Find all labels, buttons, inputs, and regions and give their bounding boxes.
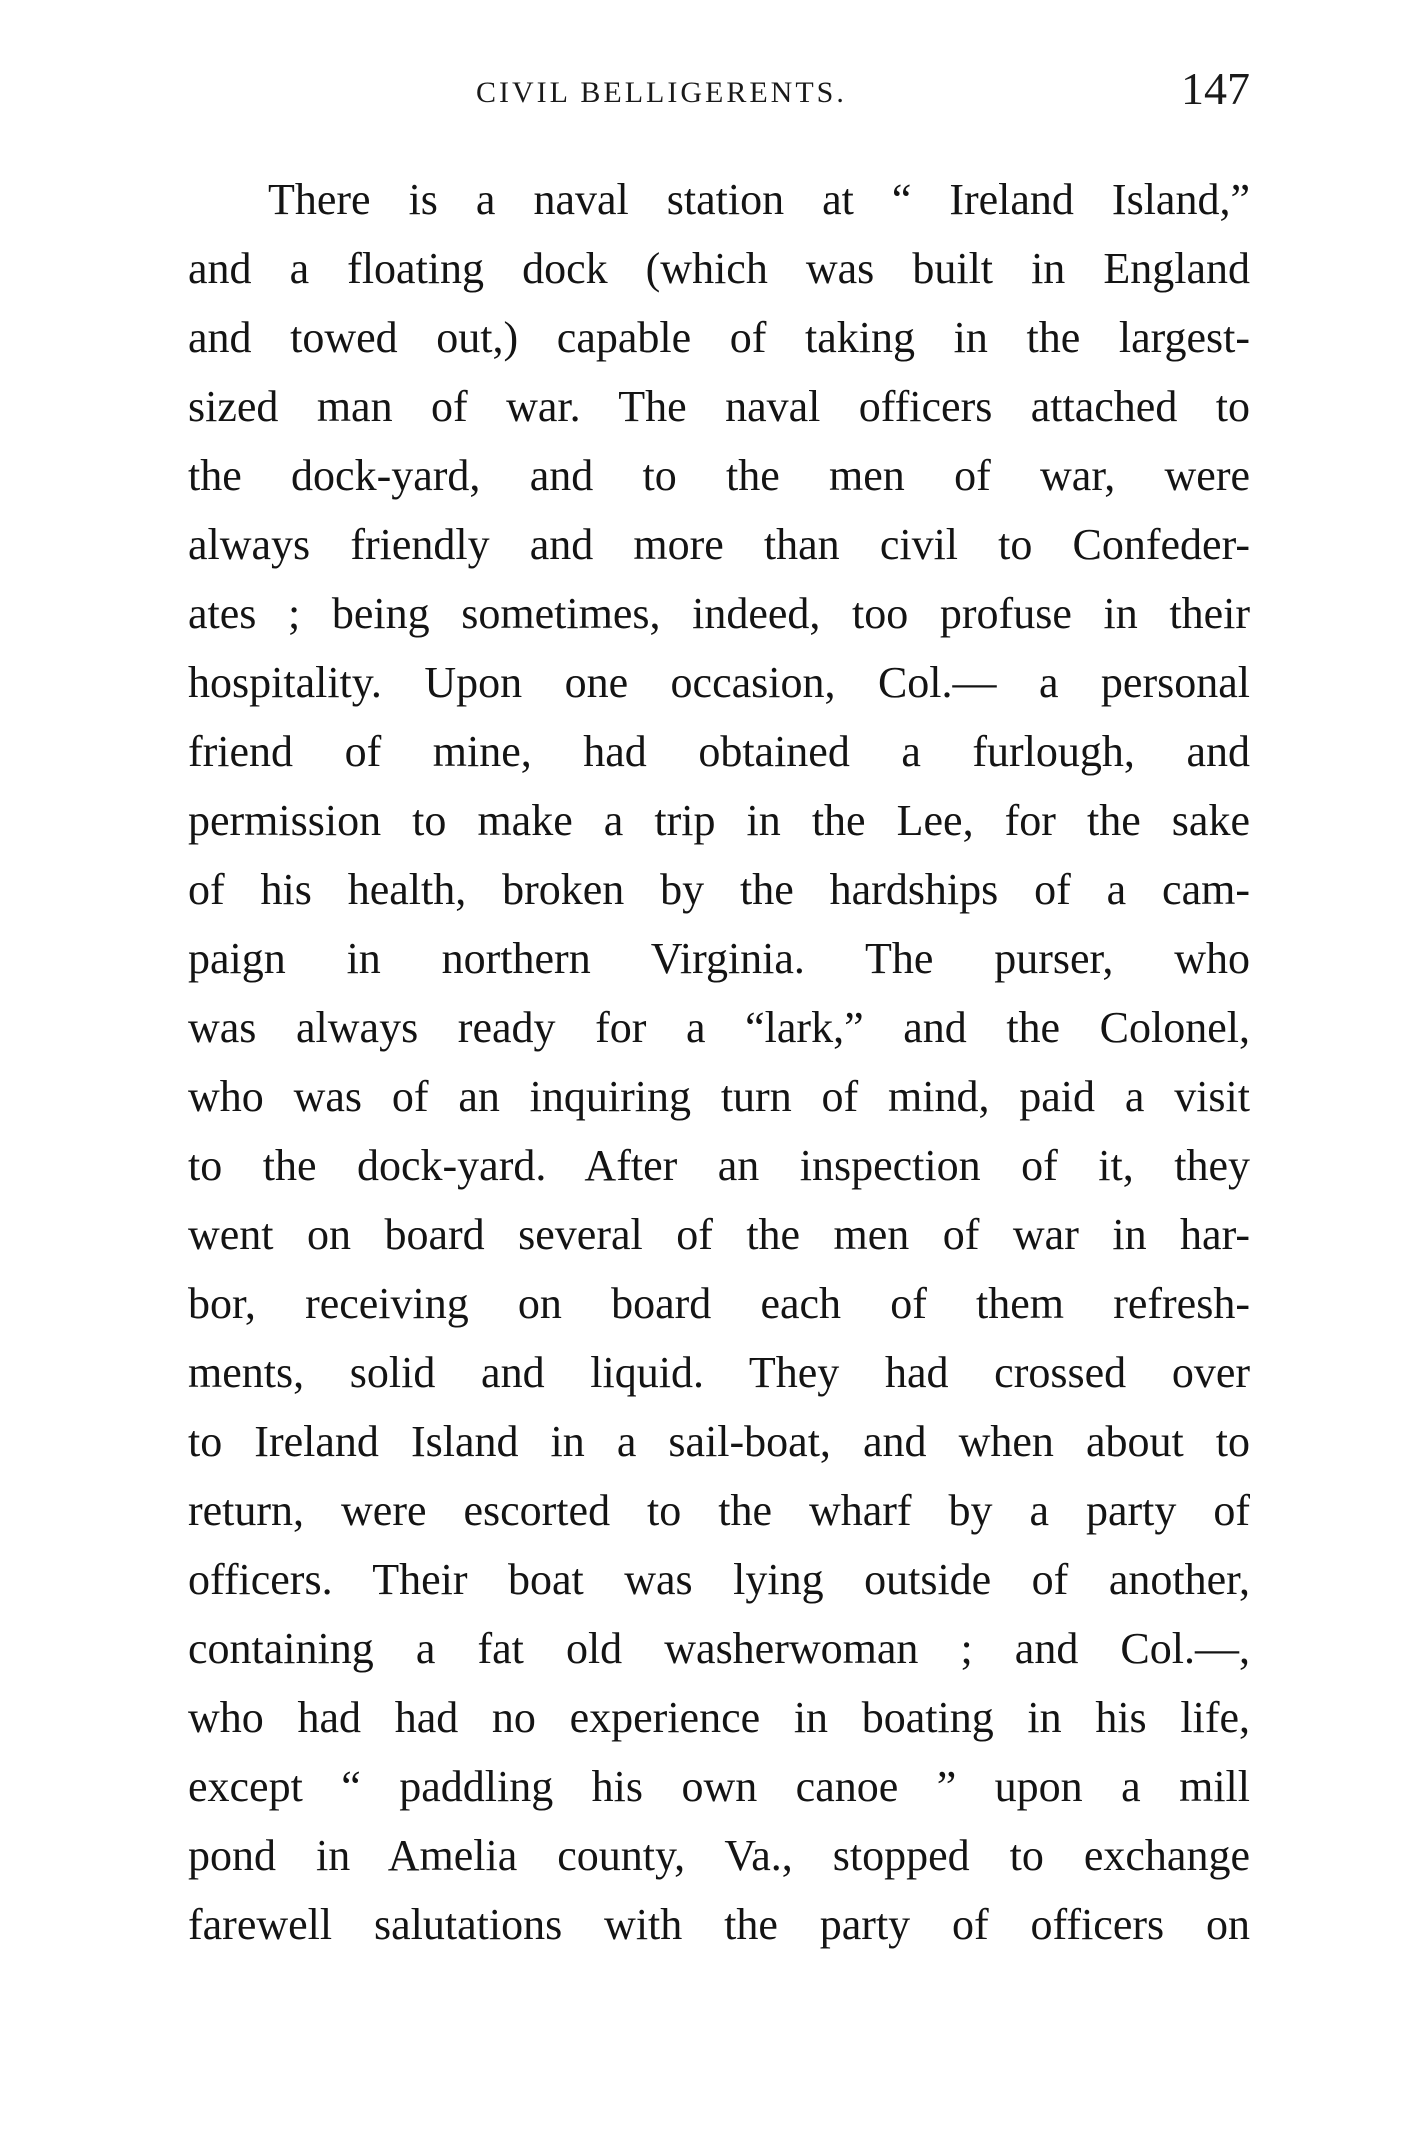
text-line: except “ paddling his own canoe ” upon a mill	[188, 1762, 1250, 1811]
text-line: ments, solid and liquid. They had crossed over	[188, 1348, 1250, 1397]
text-line: hospitality. Upon one occasion, Col.— a personal	[188, 658, 1250, 707]
text-line: always friendly and more than civil to Confeder-	[188, 520, 1250, 569]
text-line: farewell salutations with the party of officers on	[188, 1900, 1250, 1949]
text-line: of his health, broken by the hardships of a cam-	[188, 865, 1250, 914]
text-line: return, were escorted to the wharf by a party of	[188, 1486, 1250, 1535]
text-line: pond in Amelia county, Va., stopped to exchange	[188, 1831, 1250, 1880]
running-head	[188, 62, 1250, 122]
body-text	[188, 165, 1250, 1959]
text-line: containing a fat old washerwoman ; and Col.—,	[188, 1624, 1250, 1673]
text-line: sized man of war. The naval officers attached to	[188, 382, 1250, 431]
text-line: who had had no experience in boating in his life,	[188, 1693, 1250, 1742]
text-line: the dock-yard, and to the men of war, were	[188, 451, 1250, 500]
text-line: paign in northern Virginia. The purser, who	[188, 934, 1250, 983]
text-line: There is a naval station at “ Ireland Island,”	[268, 175, 1250, 224]
text-line: to the dock-yard. After an inspection of it, they	[188, 1141, 1250, 1190]
text-line: permission to make a trip in the Lee, for the sake	[188, 796, 1250, 845]
text-line: and towed out,) capable of taking in the largest-	[188, 313, 1250, 362]
text-line: officers. Their boat was lying outside of another,	[188, 1555, 1250, 1604]
running-title: CIVIL BELLIGERENTS.	[476, 76, 847, 109]
text-line: was always ready for a “lark,” and the Colonel,	[188, 1003, 1250, 1052]
text-line: to Ireland Island in a sail-boat, and when about to	[188, 1417, 1250, 1466]
text-line: went on board several of the men of war in har-	[188, 1210, 1250, 1259]
page-number: 147	[1181, 63, 1250, 114]
text-line: who was of an inquiring turn of mind, paid a visit	[188, 1072, 1250, 1121]
text-line: and a floating dock (which was built in England	[188, 244, 1250, 293]
text-line: friend of mine, had obtained a furlough, and	[188, 727, 1250, 776]
text-line: bor, receiving on board each of them refresh-	[188, 1279, 1250, 1328]
text-line: ates ; being sometimes, indeed, too profuse in their	[188, 589, 1250, 638]
